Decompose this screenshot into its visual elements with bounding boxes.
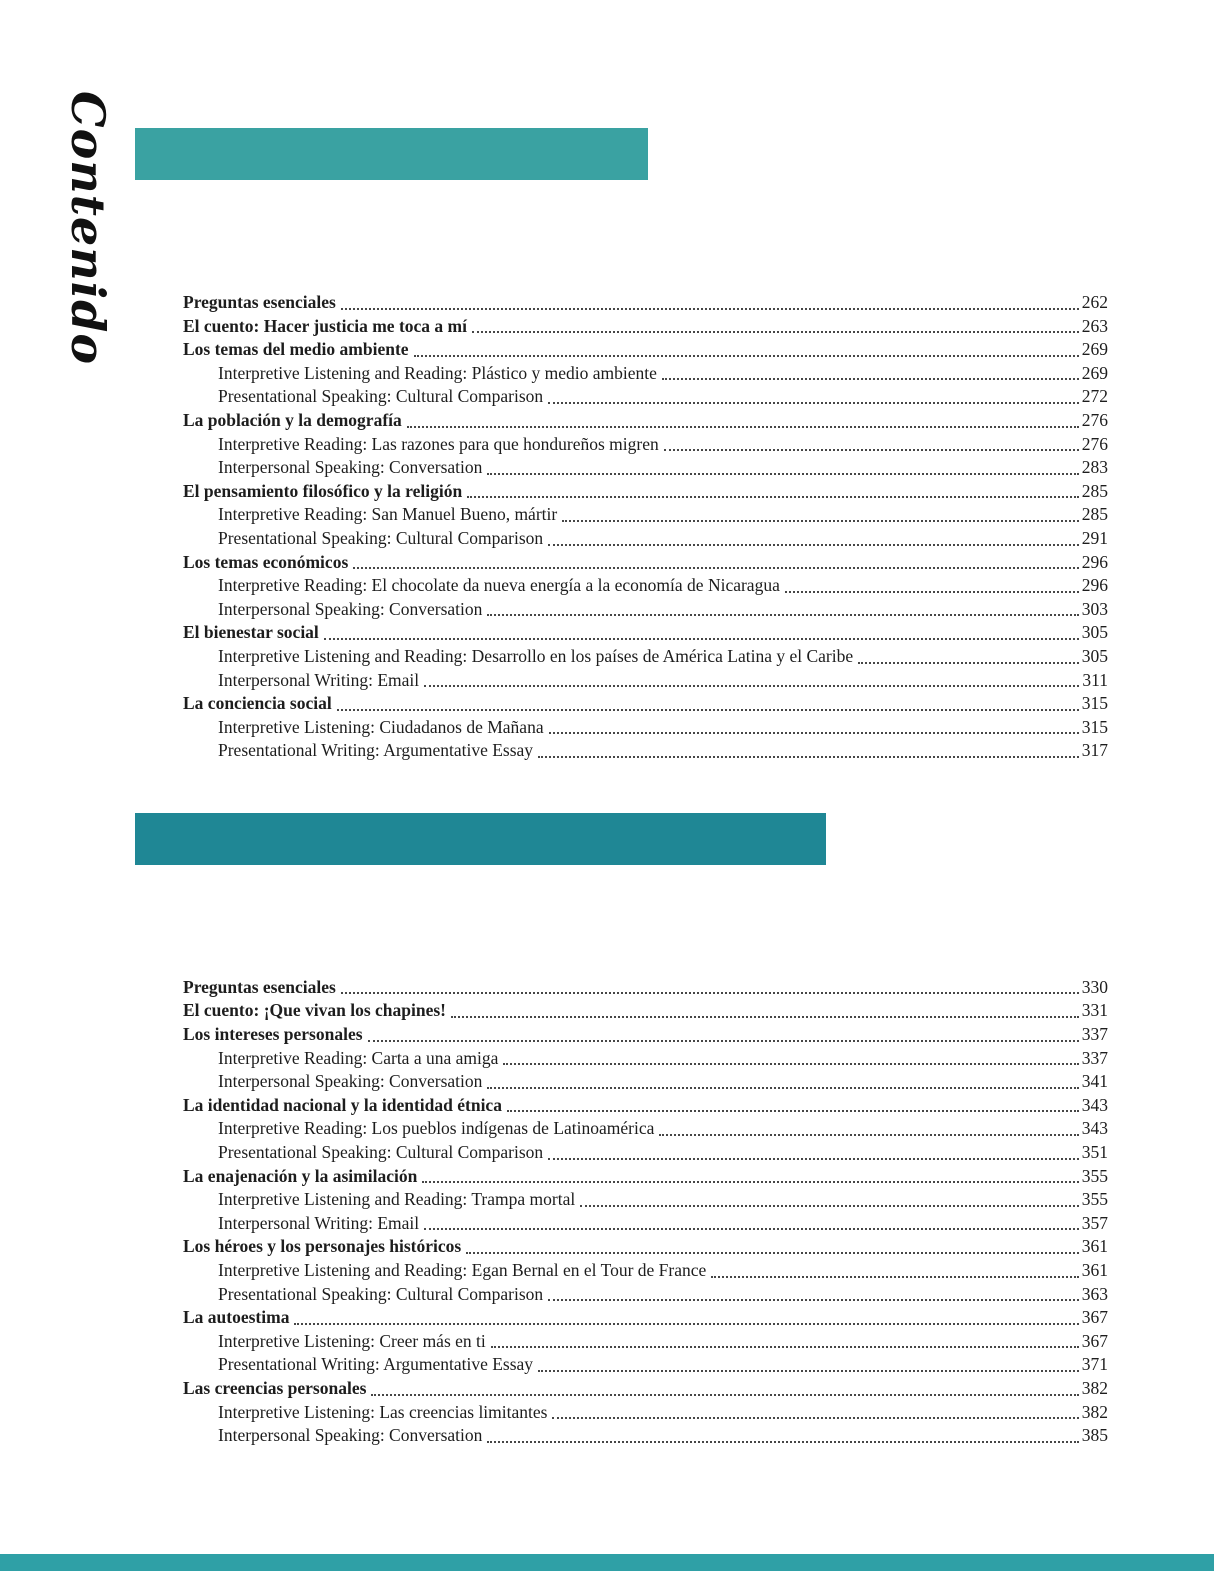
toc-entry-page: 371 xyxy=(1081,1354,1108,1375)
toc-entry-label: Presentational Speaking: Cultural Comparison xyxy=(218,1283,544,1304)
toc-entry-label: Los héroes y los personajes históricos xyxy=(183,1236,462,1257)
dot-leader xyxy=(487,1441,1078,1443)
toc-row xyxy=(135,503,1108,527)
dot-leader xyxy=(711,1276,1078,1278)
dot-leader xyxy=(371,1394,1078,1396)
toc-entry-page: 337 xyxy=(1081,1047,1108,1068)
toc-row xyxy=(135,669,1108,693)
toc-entry-page: 382 xyxy=(1081,1401,1108,1422)
toc-entry-label: Presentational Speaking: Cultural Comparison xyxy=(218,386,544,407)
toc-entry-page: 305 xyxy=(1081,645,1108,666)
toc-entry-page: 367 xyxy=(1081,1307,1108,1328)
toc-entry-label: Interpersonal Speaking: Conversation xyxy=(218,1071,483,1092)
toc-entry-page: 361 xyxy=(1081,1260,1108,1280)
toc-entry-page: 343 xyxy=(1081,1118,1108,1139)
toc-entry-page: 315 xyxy=(1081,693,1108,714)
toc-row xyxy=(135,1235,1108,1259)
toc-entry-page: 337 xyxy=(1081,1024,1108,1045)
toc-entry-page: 285 xyxy=(1081,480,1108,501)
toc-row xyxy=(135,1424,1108,1448)
dot-leader xyxy=(424,685,1079,687)
toc-row xyxy=(135,621,1108,645)
toc-entry-label: Interpretive Listening and Reading: Desarrollo en los países de América Latina y el Caribe xyxy=(218,645,854,666)
toc-row xyxy=(135,315,1108,339)
toc-row xyxy=(135,433,1108,457)
dot-leader xyxy=(659,1134,1078,1136)
dot-leader xyxy=(548,1158,1079,1160)
toc-entry-page: 351 xyxy=(1081,1142,1108,1163)
toc-row xyxy=(135,1353,1108,1377)
dot-leader xyxy=(487,614,1078,616)
unit-title: Unidad 6: Las identidades personales y públicas xyxy=(194,874,797,907)
toc-row xyxy=(135,999,1108,1023)
dot-leader xyxy=(538,756,1079,758)
toc-row xyxy=(135,1401,1108,1425)
dot-leader xyxy=(466,1252,1079,1254)
dot-leader xyxy=(487,1087,1078,1089)
toc-entry-page: 276 xyxy=(1081,409,1108,430)
dot-leader xyxy=(353,567,1078,569)
dot-leader xyxy=(549,732,1079,734)
dot-leader xyxy=(294,1323,1078,1325)
toc-unit xyxy=(135,128,1108,763)
toc-row xyxy=(135,1165,1108,1189)
toc-row xyxy=(135,1306,1108,1330)
toc-row xyxy=(135,1070,1108,1094)
toc-entry-page: 305 xyxy=(1081,622,1108,643)
toc-row xyxy=(135,574,1108,598)
dot-leader xyxy=(407,426,1079,428)
dot-leader xyxy=(337,709,1079,711)
dot-leader xyxy=(341,992,1079,994)
dot-leader xyxy=(472,331,1079,333)
dot-leader xyxy=(548,544,1079,546)
toc-row xyxy=(135,1283,1108,1307)
dot-leader xyxy=(562,520,1079,522)
toc-row xyxy=(135,338,1108,362)
toc-row xyxy=(135,1330,1108,1354)
toc-entry-page: 317 xyxy=(1081,740,1108,761)
toc-entry-label: La conciencia social xyxy=(183,693,332,714)
toc-row xyxy=(135,456,1108,480)
toc-entry-label: Presentational Writing: Argumentative Essay xyxy=(218,740,534,761)
toc-row xyxy=(135,1212,1108,1236)
toc-row xyxy=(135,1094,1108,1118)
dot-leader xyxy=(664,449,1079,451)
toc-row xyxy=(135,291,1108,315)
dot-leader xyxy=(580,1205,1079,1207)
toc-entry-label: Interpretive Reading: El chocolate da nueva energía a la economía de Nicaragua xyxy=(218,575,780,596)
dot-leader xyxy=(324,638,1079,640)
toc-row xyxy=(135,1188,1108,1212)
toc-entry-page: 330 xyxy=(1081,976,1108,997)
toc-entry-page: 283 xyxy=(1081,457,1108,478)
toc-entry-label: Las creencias personales xyxy=(183,1377,367,1398)
toc-entry-label: Preguntas esenciales xyxy=(183,976,336,997)
toc-row xyxy=(135,385,1108,409)
toc-row xyxy=(135,551,1108,575)
toc-row xyxy=(135,976,1108,1000)
toc-entry-label: La identidad nacional y la identidad étnica xyxy=(183,1094,502,1115)
toc-entry-label: El cuento: Hacer justicia me toca a mí xyxy=(183,315,467,336)
toc-entry-page: 341 xyxy=(1081,1071,1108,1092)
toc-row xyxy=(135,645,1108,669)
unit-header xyxy=(135,128,648,222)
toc-entry-label: El pensamiento filosófico y la religión xyxy=(183,480,463,501)
toc-entry-label: Interpretive Reading: San Manuel Bueno, mártir xyxy=(218,504,558,525)
toc-entry-page: 269 xyxy=(1081,362,1108,383)
contenido-vertical-label: Contenido xyxy=(61,90,115,366)
toc-entry-page: 355 xyxy=(1081,1165,1108,1186)
toc-row xyxy=(135,1377,1108,1401)
toc-entry-page: 331 xyxy=(1081,1000,1108,1021)
toc-entry-label: Interpretive Listening and Reading: Trampa mortal xyxy=(218,1189,576,1210)
dot-leader xyxy=(341,308,1079,310)
toc-entry-label: Interpretive Listening and Reading: Egan Bernal en el Tour de France xyxy=(218,1260,707,1280)
toc-entry-label: Interpretive Listening: Ciudadanos de Mañana xyxy=(218,716,544,737)
toc-entry-label: Interpretive Reading: Los pueblos indígenas de Latinoamérica xyxy=(218,1118,655,1139)
dot-leader xyxy=(858,662,1079,664)
toc-entry-label: Interpersonal Writing: Email xyxy=(218,669,420,690)
toc-row xyxy=(135,1141,1108,1165)
toc-row xyxy=(135,409,1108,433)
toc-entry-page: 296 xyxy=(1081,551,1108,572)
toc-row xyxy=(135,716,1108,740)
toc-row xyxy=(135,598,1108,622)
toc-entry-page: 296 xyxy=(1081,575,1108,596)
toc-list xyxy=(135,291,1108,763)
toc-entry-label: Interpersonal Speaking: Conversation xyxy=(218,1425,483,1446)
toc-entry-page: 272 xyxy=(1081,386,1108,407)
dot-leader xyxy=(548,402,1079,404)
toc-entry-page: 285 xyxy=(1081,504,1108,525)
toc-entry-page: 263 xyxy=(1081,315,1108,336)
toc-entry-label: El cuento: ¡Que vivan los chapines! xyxy=(183,1000,447,1021)
unit-header xyxy=(135,813,826,907)
dot-leader xyxy=(491,1346,1079,1348)
toc-list xyxy=(135,976,1108,1448)
toc-row xyxy=(135,739,1108,763)
dot-leader xyxy=(785,591,1079,593)
dot-leader xyxy=(507,1110,1079,1112)
dot-leader xyxy=(422,1181,1078,1183)
toc-entry-label: Presentational Speaking: Cultural Comparison xyxy=(218,527,544,548)
toc-entry-page: 355 xyxy=(1081,1189,1108,1210)
toc-row xyxy=(135,480,1108,504)
dot-leader xyxy=(467,496,1079,498)
dot-leader xyxy=(548,1299,1079,1301)
toc-row xyxy=(135,1259,1108,1283)
toc-entry-page: 363 xyxy=(1081,1283,1108,1304)
toc-entry-page: 361 xyxy=(1081,1236,1108,1257)
toc-entry-page: 343 xyxy=(1081,1094,1108,1115)
toc-row xyxy=(135,692,1108,716)
toc-entry-label: Los temas del medio ambiente xyxy=(183,339,409,360)
unit-title: Unidad 5: Los desafíos mundiales xyxy=(194,190,618,222)
toc-entry-label: Interpretive Reading: Carta a una amiga xyxy=(218,1047,499,1068)
toc-entry-label: La población y la demografía xyxy=(183,409,402,430)
dot-leader xyxy=(487,473,1078,475)
toc-entry-page: 262 xyxy=(1081,292,1108,312)
toc-row xyxy=(135,527,1108,551)
toc-entry-label: Interpersonal Speaking: Conversation xyxy=(218,457,483,478)
dot-leader xyxy=(368,1040,1079,1042)
footer-accent-bar xyxy=(0,1554,1214,1571)
toc-entry-label: La autoestima xyxy=(183,1307,290,1328)
dot-leader xyxy=(503,1063,1078,1065)
toc-entry-label: Interpretive Listening and Reading: Plástico y medio ambiente xyxy=(218,362,657,383)
toc-entry-label: Interpersonal Speaking: Conversation xyxy=(218,598,483,619)
toc-entry-page: 276 xyxy=(1081,433,1108,454)
dot-leader xyxy=(538,1370,1079,1372)
toc-entry-label: Interpretive Reading: Las razones para que hondureños migren xyxy=(218,433,659,454)
toc-row xyxy=(135,362,1108,386)
toc-entry-label: Presentational Writing: Argumentative Essay xyxy=(218,1354,534,1375)
toc-entry-page: 315 xyxy=(1081,716,1108,737)
toc-entry-label: Los temas económicos xyxy=(183,551,349,572)
toc-entry-page: 303 xyxy=(1081,598,1108,619)
dot-leader xyxy=(414,355,1079,357)
dot-leader xyxy=(662,378,1079,380)
dot-leader xyxy=(552,1417,1078,1419)
toc-entry-page: 269 xyxy=(1081,339,1108,360)
toc-entry-page: 311 xyxy=(1082,669,1108,690)
toc-entry-label: Preguntas esenciales xyxy=(183,292,336,312)
toc-entry-page: 291 xyxy=(1081,527,1108,548)
toc-row xyxy=(135,1023,1108,1047)
toc-entry-page: 382 xyxy=(1081,1377,1108,1398)
toc-row xyxy=(135,1047,1108,1071)
toc-entry-label: Presentational Speaking: Cultural Comparison xyxy=(218,1142,544,1163)
toc-entry-label: La enajenación y la asimilación xyxy=(183,1165,418,1186)
dot-leader xyxy=(424,1228,1079,1230)
toc-entry-label: Los intereses personales xyxy=(183,1024,363,1045)
toc-entry-page: 367 xyxy=(1081,1330,1108,1351)
toc-entry-label: El bienestar social xyxy=(183,622,319,643)
toc-unit xyxy=(135,813,1108,1448)
dot-leader xyxy=(451,1016,1079,1018)
toc-entry-page: 357 xyxy=(1081,1212,1108,1233)
toc-row xyxy=(135,1117,1108,1141)
toc-entry-page: 385 xyxy=(1081,1425,1108,1446)
toc-entry-label: Interpersonal Writing: Email xyxy=(218,1212,420,1233)
toc-entry-label: Interpretive Listening: Las creencias limitantes xyxy=(218,1401,548,1422)
toc-entry-label: Interpretive Listening: Creer más en ti xyxy=(218,1330,486,1351)
